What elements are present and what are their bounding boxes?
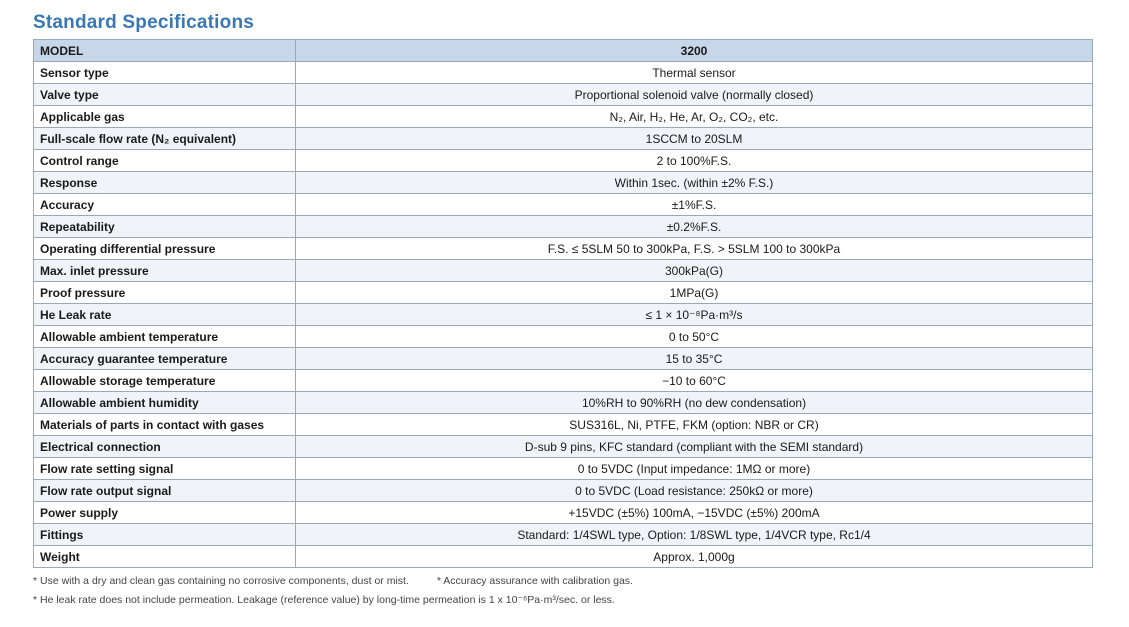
- table-row: [34, 546, 1093, 568]
- spec-label: Control range: [34, 150, 296, 172]
- spec-label: Applicable gas: [34, 106, 296, 128]
- spec-value: 10%RH to 90%RH (no dew condensation): [296, 392, 1093, 414]
- spec-value: 2 to 100%F.S.: [296, 150, 1093, 172]
- spec-label: Fittings: [34, 524, 296, 546]
- table-header-row: [34, 40, 1093, 62]
- spec-value: Proportional solenoid valve (normally closed): [296, 84, 1093, 106]
- table-row: [34, 304, 1093, 326]
- spec-label: Materials of parts in contact with gases: [34, 414, 296, 436]
- spec-label: Max. inlet pressure: [34, 260, 296, 282]
- page-title: Standard Specifications: [33, 12, 255, 33]
- spec-value: D-sub 9 pins, KFC standard (compliant with the SEMI standard): [296, 436, 1093, 458]
- spec-value: 0 to 5VDC (Input impedance: 1MΩ or more): [296, 458, 1093, 480]
- spec-label: He Leak rate: [34, 304, 296, 326]
- table-row: [34, 392, 1093, 414]
- spec-label: Proof pressure: [34, 282, 296, 304]
- spec-label: Flow rate setting signal: [34, 458, 296, 480]
- table-row: [34, 260, 1093, 282]
- table-row: [34, 128, 1093, 150]
- spec-label: Weight: [34, 546, 296, 568]
- spec-label: Allowable storage temperature: [34, 370, 296, 392]
- spec-label: Valve type: [34, 84, 296, 106]
- spec-value: Thermal sensor: [296, 62, 1093, 84]
- spec-value: ±1%F.S.: [296, 194, 1093, 216]
- table-row: [34, 458, 1093, 480]
- table-row: [34, 414, 1093, 436]
- table-row: [34, 524, 1093, 546]
- spec-value: 0 to 50°C: [296, 326, 1093, 348]
- spec-value: −10 to 60°C: [296, 370, 1093, 392]
- spec-value: ≤ 1 × 10⁻⁸Pa·m³/s: [296, 304, 1093, 326]
- spec-label: Sensor type: [34, 62, 296, 84]
- spec-label: Allowable ambient humidity: [34, 392, 296, 414]
- table-row: [34, 326, 1093, 348]
- spec-value: Within 1sec. (within ±2% F.S.): [296, 172, 1093, 194]
- spec-label: Allowable ambient temperature: [34, 326, 296, 348]
- spec-label: Operating differential pressure: [34, 238, 296, 260]
- table-row: [34, 238, 1093, 260]
- table-row: [34, 282, 1093, 304]
- table-row: [34, 348, 1093, 370]
- table-row: [34, 84, 1093, 106]
- table-row: [34, 62, 1093, 84]
- spec-label: Response: [34, 172, 296, 194]
- table-row: [34, 194, 1093, 216]
- spec-value: 0 to 5VDC (Load resistance: 250kΩ or more): [296, 480, 1093, 502]
- footnote-leak-rate: * He leak rate does not include permeation. Leakage (reference value) by long-time permeation is 1 x 10⁻⁶Pa·m³/sec. or less.: [33, 594, 615, 606]
- footnote-calibration: * Accuracy assurance with calibration gas.: [436, 575, 633, 587]
- spec-label: Flow rate output signal: [34, 480, 296, 502]
- spec-value: 1SCCM to 20SLM: [296, 128, 1093, 150]
- spec-value: ±0.2%F.S.: [296, 216, 1093, 238]
- footnote-dry-gas: * Use with a dry and clean gas containing no corrosive components, dust or mist.: [33, 575, 409, 587]
- footnote-line-2: [33, 593, 633, 607]
- table-row: [34, 172, 1093, 194]
- spec-value: +15VDC (±5%) 100mA, −15VDC (±5%) 200mA: [296, 502, 1093, 524]
- table-row: [34, 216, 1093, 238]
- footnotes: [33, 574, 633, 612]
- spec-label: Power supply: [34, 502, 296, 524]
- spec-label: Accuracy guarantee temperature: [34, 348, 296, 370]
- spec-value: N₂, Air, H₂, He, Ar, O₂, CO₂, etc.: [296, 106, 1093, 128]
- spec-value: 300kPa(G): [296, 260, 1093, 282]
- header-model-value: 3200: [296, 40, 1093, 62]
- table-row: [34, 480, 1093, 502]
- spec-value: 1MPa(G): [296, 282, 1093, 304]
- spec-label: Accuracy: [34, 194, 296, 216]
- table-body: [34, 62, 1093, 568]
- spec-label: Repeatability: [34, 216, 296, 238]
- spec-value: SUS316L, Ni, PTFE, FKM (option: NBR or CR): [296, 414, 1093, 436]
- spec-label: Electrical connection: [34, 436, 296, 458]
- table-row: [34, 150, 1093, 172]
- specifications-table: [33, 39, 1093, 568]
- footnote-line-1: [33, 574, 633, 588]
- spec-value: Approx. 1,000g: [296, 546, 1093, 568]
- header-label: MODEL: [34, 40, 296, 62]
- spec-label: Full-scale flow rate (N₂ equivalent): [34, 128, 296, 150]
- spec-value: Standard: 1/4SWL type, Option: 1/8SWL type, 1/4VCR type, Rc1/4: [296, 524, 1093, 546]
- spec-value: F.S. ≤ 5SLM 50 to 300kPa, F.S. > 5SLM 100 to 300kPa: [296, 238, 1093, 260]
- table-row: [34, 106, 1093, 128]
- table-row: [34, 436, 1093, 458]
- spec-value: 15 to 35°C: [296, 348, 1093, 370]
- table-row: [34, 370, 1093, 392]
- table-row: [34, 502, 1093, 524]
